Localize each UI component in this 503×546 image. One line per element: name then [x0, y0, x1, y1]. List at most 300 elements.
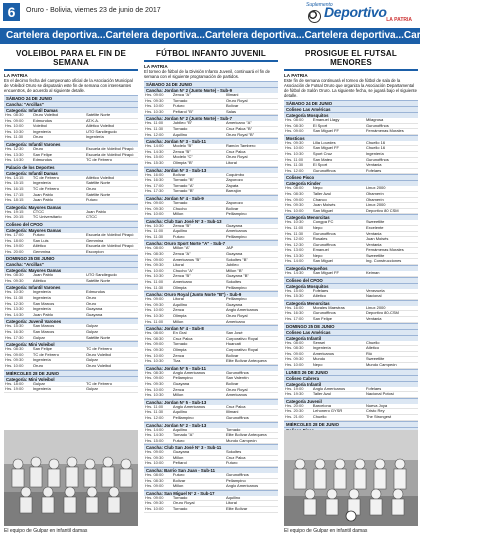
match-table — [284, 118, 418, 135]
team-home: Americanos "B" — [172, 257, 225, 263]
team-away: Gemmina — [85, 238, 138, 244]
match-time: Hrs. 17:30 — [144, 189, 172, 195]
match-time: Hrs. 17:00 — [4, 233, 32, 238]
match-time: Hrs. 17:00 — [284, 317, 312, 323]
match-table — [144, 246, 278, 291]
team-away: Escuela de Voleibol Pirapó — [85, 233, 138, 238]
match-time: Hrs. 17:00 — [144, 183, 172, 189]
match-time: Hrs. 11:30 — [144, 126, 172, 132]
match-time: Hrs. 09:00 — [144, 484, 172, 490]
match-time: Hrs. 14:00 — [284, 259, 312, 265]
schedule-heading: Categoría Pequeños — [284, 265, 418, 271]
match-time: Hrs. 11:00 — [144, 319, 172, 325]
team-home: Modelo "B" — [172, 144, 225, 149]
schedule-heading: DOMINGO 25 DE JUNIO — [4, 255, 138, 261]
column-youth-football — [144, 48, 278, 540]
team-home: San Marcos — [32, 301, 85, 307]
team-away: Linux 2000 — [365, 306, 418, 311]
match-table — [4, 324, 138, 341]
table-row — [144, 415, 278, 421]
team-away: Ohamerín — [365, 197, 418, 203]
match-time: Hrs. 11:00 — [144, 121, 172, 126]
match-time: Hrs. 11:00 — [284, 157, 312, 163]
team-home: San Miguel FF — [312, 271, 365, 276]
schedule-heading: Cancha: Jordan N° 2 - Sub-13 — [144, 422, 278, 428]
photo-caption: El equipo de Gulpar en infantil damas — [4, 528, 88, 534]
schedule-heading: Categoría Kinder — [284, 180, 418, 186]
team-away: Coquimbo — [225, 173, 278, 178]
match-time: Hrs. 19:00 — [284, 387, 312, 392]
match-schedule — [284, 100, 418, 467]
team-away: Atletico — [365, 346, 418, 352]
match-time: Hrs. 08:00 — [284, 118, 312, 123]
team-away: Bolívar — [225, 206, 278, 212]
match-time: Hrs. 10:00 — [284, 363, 312, 369]
match-table — [144, 371, 278, 399]
team-home: Zenca "B" — [172, 224, 225, 229]
team-home: San Felipe — [312, 317, 365, 323]
team-home: Congpa FC — [312, 220, 365, 225]
schedule-heading: Categoría: Infantil Damas — [4, 107, 138, 113]
match-time: Hrs. 18:00 — [4, 238, 32, 244]
team-home: San Marcos — [32, 330, 85, 336]
match-time: Hrs. 16:00 — [144, 173, 172, 178]
team-away: Anglo Americanos — [225, 484, 278, 490]
team-away: Gurunoffinos — [365, 157, 418, 163]
table-row — [284, 129, 418, 135]
match-time: Hrs. 08:30 — [144, 336, 172, 342]
team-home: Americanos — [312, 351, 365, 357]
team-away: Pelllampino — [225, 297, 278, 302]
schedule-block — [144, 138, 278, 166]
team-home: San Felipe — [32, 347, 85, 352]
schedule-heading: Categoría Mosquitos — [284, 283, 418, 289]
table-row — [144, 393, 278, 399]
match-time: Hrs. 12:00 — [284, 168, 312, 174]
team-home: Barcelona — [312, 404, 365, 409]
team-away: Bolívar — [225, 104, 278, 110]
schedule-heading: Categoría: Mayores Damas — [4, 204, 138, 210]
team-away: Mundo Campeón — [225, 438, 278, 444]
match-time: Hrs. 11:30 — [284, 163, 312, 169]
team-home: Olimpia — [172, 285, 225, 291]
team-away: Anglo Americanos — [225, 308, 278, 314]
schedule-heading: Categoría: Mayores Damas — [4, 267, 138, 273]
table-row — [284, 271, 418, 276]
team-away: Cruz Palca "B" — [225, 126, 278, 132]
match-time: Hrs. 15:00 — [144, 155, 172, 161]
match-time: Hrs. 11:30 — [4, 296, 32, 302]
table-row — [4, 135, 138, 141]
match-table — [144, 428, 278, 445]
schedule-block — [144, 467, 278, 490]
team-away: Atlético Voleibol — [85, 176, 138, 181]
team-away: Sweeetlite — [365, 357, 418, 363]
match-time: Hrs. 09:00 — [144, 376, 172, 382]
team-away: Oruro Royal — [225, 314, 278, 320]
table-row — [144, 285, 278, 291]
team-away: Pellampino — [225, 478, 278, 484]
team-home: Tornado "A" — [172, 183, 225, 189]
match-table — [144, 405, 278, 422]
team-away: Elite Bolívar Antequera — [225, 433, 278, 439]
schedule-heading: Cancha: Club San José N° 3 - Sub-13 — [144, 218, 278, 224]
team-home: Olimpia "B" — [172, 160, 225, 166]
match-time: Hrs. 20:00 — [284, 404, 312, 409]
match-time: Hrs. 08:30 — [144, 478, 172, 484]
team-home: Peñarol "B" — [172, 109, 225, 115]
schedule-heading: Coliseo del CPOO — [284, 277, 418, 283]
match-table — [144, 144, 278, 166]
team-home: Tornado — [172, 126, 225, 132]
team-away: Cruz Palca — [225, 149, 278, 155]
match-table — [144, 297, 278, 325]
schedule-block — [144, 490, 278, 513]
team-home: Tornado — [172, 507, 225, 513]
team-home: Nepo — [312, 253, 365, 259]
team-home: Gulpar — [32, 335, 85, 341]
schedule-heading: Cancha: Oruro Royal (Junto Norte "B") - Sub-9 — [144, 291, 278, 297]
team-home: Futuro — [32, 233, 85, 238]
table-row — [4, 158, 138, 164]
team-photo-image — [284, 430, 418, 526]
article-lead — [144, 64, 278, 79]
team-away: Sokoltes — [225, 450, 278, 455]
match-table — [284, 306, 418, 323]
team-home: Gemmina — [32, 249, 85, 255]
team-away: Ventania — [365, 242, 418, 248]
team-away: Pelllampino — [225, 234, 278, 240]
match-time: Hrs. 14:30 — [144, 149, 172, 155]
team-home: Sport Cruz — [312, 151, 365, 157]
schedule-block — [144, 167, 278, 195]
logo-subtitle: LA PATRIA — [386, 17, 412, 23]
team-away: Fernámenas Morales — [365, 129, 418, 135]
team-home: Guayana — [172, 450, 225, 455]
team-away: Satélite Norte — [85, 113, 138, 118]
team-home: Ingeniería — [32, 307, 85, 313]
match-time: Hrs. 10:00 — [4, 124, 32, 130]
team-home: Aquilino — [172, 410, 225, 416]
team-home: Millon — [172, 455, 225, 461]
team-home: Nepo — [312, 186, 365, 191]
team-home: Oruro — [32, 364, 85, 370]
team-away: Escuela de Voleibol Pirapó — [85, 152, 138, 158]
match-time: Hrs. 14:00 — [144, 144, 172, 149]
team-home: Peñarol — [172, 461, 225, 467]
schedule-heading: Coliseo Pisco — [284, 174, 418, 180]
match-time: Hrs. 08:00 — [284, 341, 312, 346]
team-away: Sokoltes "B" — [225, 257, 278, 263]
match-table — [284, 220, 418, 265]
schedule-heading: Cancha: Jordan N° 5 - Sub-11 — [144, 365, 278, 371]
team-home: Chanco — [312, 197, 365, 203]
match-time: Hrs. 09:00 — [4, 118, 32, 124]
team-home: Millon "A" — [172, 246, 225, 251]
team-home: Fofelaes — [312, 289, 365, 294]
team-home: Jubileo "B" — [172, 121, 225, 126]
team-away: Gurunoffinos — [225, 371, 278, 376]
match-table — [284, 387, 418, 398]
team-away: Futuro — [225, 461, 278, 467]
team-home: Chucho "A" — [172, 268, 225, 274]
team-home: Zenca — [172, 387, 225, 393]
team-home: Gurunoffinos — [312, 231, 365, 237]
team-home: Millon — [172, 319, 225, 325]
team-away: Pelllampino — [225, 212, 278, 218]
schedule-heading: Cancha: Jordan N° 4 - Sub-8 — [144, 325, 278, 331]
team-home: Futuro — [172, 473, 225, 478]
schedule-block — [4, 170, 138, 204]
schedule-block — [284, 180, 418, 214]
team-away: Corporativo Royal — [225, 347, 278, 353]
column-title: FÚTBOL INFANTO JUVENIL — [144, 48, 278, 62]
team-home: Atlético — [32, 244, 85, 250]
team-home: Oruro Royal — [172, 501, 225, 507]
team-home: Gurunoffinos — [312, 168, 365, 174]
table-row — [284, 294, 418, 300]
team-home: Emanuel — [312, 248, 365, 254]
match-time: Hrs. 10:30 — [284, 220, 312, 225]
table-row — [4, 278, 138, 284]
schedule-heading: LUNES 26 DE JUNIO — [284, 369, 418, 375]
match-time: Hrs. 10:30 — [144, 359, 172, 365]
match-time: Hrs. 08:30 — [284, 191, 312, 197]
match-table — [284, 404, 418, 421]
match-time: Hrs. 09:00 — [144, 93, 172, 98]
team-photo-image — [4, 430, 138, 526]
match-time: Hrs. 12:30 — [284, 242, 312, 248]
team-away: Venezuela — [365, 289, 418, 294]
match-time: Hrs. 09:00 — [144, 496, 172, 501]
team-home: Tiza — [172, 359, 225, 365]
team-away: Zapata — [225, 183, 278, 189]
team-away: Guayana — [225, 224, 278, 229]
table-row — [4, 215, 138, 221]
match-schedule — [4, 95, 138, 393]
team-home: Tornado — [172, 98, 225, 104]
team-away: Corporativo Royal — [225, 336, 278, 342]
team-away: Satélite Norte — [85, 181, 138, 187]
schedule-block — [284, 381, 418, 398]
team-away: Americanos — [225, 393, 278, 399]
team-away: San José — [225, 331, 278, 336]
team-away: Oruro — [85, 301, 138, 307]
team-home: TC de Febrero — [32, 186, 85, 192]
team-away: Oruro Royal — [225, 155, 278, 161]
table-row — [4, 312, 138, 318]
team-away: Ventania — [365, 231, 418, 237]
schedule-heading: Coliseo del CPOO — [4, 221, 138, 227]
team-home: Ingeniería — [32, 296, 85, 302]
table-row — [144, 234, 278, 240]
match-table — [144, 93, 278, 115]
team-away: Sweeetlite — [365, 253, 418, 259]
page-number: 6 — [3, 3, 20, 21]
team-away: Nueva Joya — [365, 404, 418, 409]
team-away: Americano "A" — [225, 121, 278, 126]
team-away: Escuela de Voleibol Pirapó — [85, 244, 138, 250]
team-home: Futuro — [172, 438, 225, 444]
match-time: Hrs. 10:00 — [144, 507, 172, 513]
schedule-heading: Cancha: Jordan N° 4 - Sub-9 — [144, 195, 278, 201]
team-home: Taller Azul — [312, 191, 365, 197]
match-table — [144, 201, 278, 218]
team-away: Guayana — [85, 312, 138, 318]
schedule-block — [144, 218, 278, 241]
match-time: Hrs. 11:30 — [284, 231, 312, 237]
team-away: Ventania — [365, 163, 418, 169]
table-row — [284, 259, 418, 265]
match-time: Hrs. 18:15 — [4, 198, 32, 204]
match-time: Hrs. 09:30 — [144, 381, 172, 387]
team-home: Bolívar — [172, 173, 225, 178]
match-time: Hrs. 14:00 — [144, 428, 172, 433]
team-away: Fofelaes — [365, 168, 418, 174]
team-away: AT.K.A. — [85, 118, 138, 124]
team-home: Zenca "B" — [172, 149, 225, 155]
match-time: Hrs. 20:00 — [4, 249, 32, 255]
team-home: Aquilino — [172, 428, 225, 433]
team-away: Chuello 16 — [365, 141, 418, 146]
schedule-heading: Coliseo Las Américas — [284, 329, 418, 335]
team-home: Nepo — [312, 363, 365, 369]
team-away: Futuro — [85, 198, 138, 204]
article-source: LA PATRIA — [284, 73, 308, 78]
match-time: Hrs. 13:30 — [284, 253, 312, 259]
team-home: San Felipe — [32, 152, 85, 158]
table-row — [144, 359, 278, 365]
match-time: Hrs. 16:00 — [284, 306, 312, 311]
logo-small-text: Suplemento — [306, 2, 333, 8]
team-photo-volleyball — [4, 430, 138, 526]
team-home: San Marcos — [32, 324, 85, 329]
team-away: Gulpar — [85, 330, 138, 336]
team-home: San Miguel FF — [312, 129, 365, 135]
team-home: Ingeniería — [32, 290, 85, 295]
match-time: Hrs. 08:00 — [144, 473, 172, 478]
match-table — [4, 113, 138, 141]
match-time: Hrs. 08:00 — [284, 186, 312, 191]
match-table — [4, 273, 138, 284]
team-away: Illimani — [225, 93, 278, 98]
team-home: Oruro Voleibol — [32, 113, 85, 118]
team-home: Futuro — [172, 104, 225, 110]
match-time: Hrs. 10:00 — [284, 146, 312, 152]
match-time: Hrs. 10:30 — [284, 151, 312, 157]
match-time: Hrs. 16:30 — [4, 330, 32, 336]
team-away: Gurunoffinos — [225, 415, 278, 421]
team-home: Tornado — [172, 201, 225, 206]
schedule-block — [284, 335, 418, 369]
schedule-heading: Cancha: Club San José N° 3 - Sub-11 — [144, 444, 278, 450]
team-away: Millon "B" — [225, 268, 278, 274]
match-time: Hrs. 17:30 — [4, 335, 32, 341]
team-away: Bolívar — [225, 381, 278, 387]
table-row — [4, 198, 138, 204]
article-lead — [4, 73, 138, 93]
match-table — [4, 233, 138, 255]
table-row — [4, 335, 138, 341]
schedule-heading: Cancha: Jordan N° 3 - Sub-13 — [144, 167, 278, 173]
team-home: Anglo Americanos — [312, 387, 365, 392]
match-time: Hrs. 10:30 — [144, 314, 172, 320]
article-source: LA PATRIA — [144, 64, 168, 69]
team-away: Linux 2000 — [365, 186, 418, 191]
team-away: Jubileo — [225, 263, 278, 269]
schedule-heading: Coliseo Cabrera — [284, 375, 418, 381]
match-time: Hrs. 10:30 — [144, 109, 172, 115]
match-time: Hrs. 15:00 — [284, 289, 312, 294]
team-home: Bolívar — [172, 478, 225, 484]
match-time: Hrs. 09:00 — [144, 257, 172, 263]
schedule-heading: Categoría: Juvenil Varones — [4, 318, 138, 324]
match-table — [4, 210, 138, 221]
match-time: Hrs. 20:15 — [4, 215, 32, 221]
team-away: Nacional — [365, 294, 418, 300]
team-home: El Sport — [312, 123, 365, 129]
team-away: TC de Febrero — [85, 347, 138, 352]
schedule-heading: Categoría Menorcitas — [284, 300, 418, 306]
schedule-block — [144, 87, 278, 115]
match-table — [144, 473, 278, 490]
team-home: Gurunoffinos — [312, 242, 365, 248]
match-time: Hrs. 11:00 — [144, 229, 172, 235]
team-home: Litoral — [172, 263, 225, 269]
team-home: Morales Maestras — [312, 306, 365, 311]
team-home: Sensei — [312, 341, 365, 346]
team-home: Nepo — [312, 225, 365, 231]
team-home: Zenca "B" — [172, 274, 225, 280]
article-lead-text: Este fin de semana continuará el torneo de fútbol de sala de la Asociación de Futsal Oruro que organiza la Asociación Departamental de fútbol de Salón Oruro. La siguiente fecha, se jugará bajo el siguiente detalle. — [284, 78, 417, 98]
soccer-ball-icon — [308, 10, 321, 23]
column-title: PROSIGUE EL FUTSAL MENORES — [284, 48, 418, 71]
team-home: Futuro — [172, 234, 225, 240]
schedule-heading: Categoría Mosquitos — [284, 112, 418, 118]
team-away: Sweeetlite — [365, 220, 418, 225]
match-time: Hrs. 09:30 — [144, 302, 172, 308]
table-row — [144, 132, 278, 138]
team-home: Edmundos — [32, 158, 85, 164]
team-home: Tornado — [172, 342, 225, 348]
team-away: Excelente — [365, 225, 418, 231]
schedule-block — [284, 265, 418, 277]
team-away: Chuello — [365, 341, 418, 346]
schedule-heading: MIÉRCOLES 28 DE JUNIO — [4, 370, 138, 376]
match-time: Hrs. 08:30 — [144, 252, 172, 258]
team-away: Ventania — [365, 317, 418, 323]
schedule-heading: Categoría Juvenil — [284, 398, 418, 404]
team-away: TC de Febrero — [85, 382, 138, 387]
match-time: Hrs. 09:00 — [4, 352, 32, 358]
team-away: Ohamerín — [365, 191, 418, 197]
schedule-block — [144, 399, 278, 422]
team-home: Tornado — [172, 496, 225, 501]
schedule-heading: Categoría Menorcitas — [284, 214, 418, 220]
team-away: Salas — [225, 109, 278, 115]
team-away: Ramón Tambero — [225, 144, 278, 149]
match-time: Hrs. 09:30 — [144, 455, 172, 461]
schedule-heading: DOMINGO 25 DE JUNIO — [284, 323, 418, 329]
schedule-heading: Categoría: Mayores Damas — [4, 227, 138, 233]
article-lead-text: En el decimo fecha del campeonato oficial de la Asociación Municipal de Voleibol Oruro se disputarán este fin de semana con interesantes encuentros, de acuerdo al siguiente detalle. — [4, 78, 133, 93]
match-time: Hrs. 08:30 — [4, 347, 32, 352]
team-home: Olimpia — [172, 347, 225, 353]
team-away: Deportivo 80 CSM — [365, 208, 418, 214]
schedule-heading: Categoría: Infantil Damas — [4, 170, 138, 176]
schedule-heading: Mosticos — [284, 135, 418, 141]
schedule-block — [144, 444, 278, 467]
